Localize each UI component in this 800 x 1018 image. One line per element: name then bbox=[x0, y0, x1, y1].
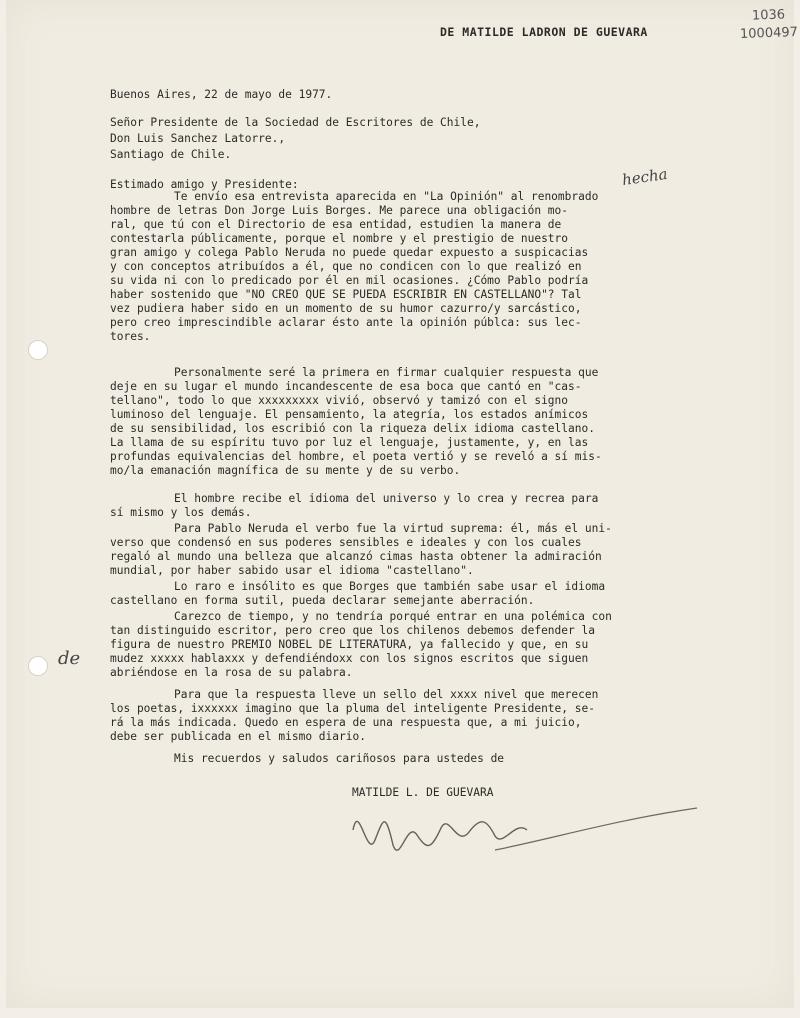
body-line: hombre de letras Don Jorge Luis Borges. Me parece una obligación mo- bbox=[110, 204, 569, 217]
body-line: Carezco de tiempo, y no tendría porqué entrar en una polémica con bbox=[174, 610, 612, 623]
body-line: Para que la respuesta lleve un sello del xxxx nivel que merecen bbox=[174, 688, 599, 701]
body-line: figura de nuestro PREMIO NOBEL DE LITERATURA, ya fallecido y que, en su bbox=[110, 638, 589, 651]
body-line: profundas equivalencias del hombre, el poeta vertió y se reveló a sí mis- bbox=[110, 450, 602, 463]
body-line: los poetas, ixxxxxx imagino que la pluma del inteligente Presidente, se- bbox=[110, 702, 595, 715]
body-line: verso que condensó en sus poderes sensibles e ideales y con los cuales bbox=[110, 536, 582, 549]
body-line: mundial, por haber sabido usar el idioma "castellano". bbox=[110, 564, 474, 577]
body-line: ral, que tú con el Directorio de esa entidad, estudien la manera de bbox=[110, 218, 562, 231]
body-line: contestarla públicamente, porque el nombre y el prestigio de nuestro bbox=[110, 232, 569, 245]
archive-ref: 1036 bbox=[751, 7, 786, 24]
body-line: tellano", todo lo que xxxxxxxxx vivió, observó y tamizó con el signo bbox=[110, 394, 569, 407]
salutation: Estimado amigo y Presidente: bbox=[110, 178, 299, 191]
margin-mark: de bbox=[58, 648, 81, 669]
body-line: haber sostenido que "NO CREO QUE SE PUEDA ESCRIBIR EN CASTELLANO"? Tal bbox=[110, 288, 582, 301]
body-line: pero creo imprescindible aclarar ésto ante la opinión públca: sus lec- bbox=[110, 316, 582, 329]
body-line: debe ser publicada en el mismo diario. bbox=[110, 730, 366, 743]
body-line: tores. bbox=[110, 330, 151, 343]
archive-ref: 1000497 bbox=[739, 24, 799, 43]
body-line: abriéndose en la rosa de su palabra. bbox=[110, 666, 353, 679]
letterhead: DE MATILDE LADRON DE GUEVARA bbox=[440, 25, 648, 39]
body-line: luminoso del lenguaje. El pensamiento, la ategría, los estados anímicos bbox=[110, 408, 589, 421]
body-line: sí mismo y los demás. bbox=[110, 506, 252, 519]
body-line: rá la más indicada. Quedo en espera de una respuesta que, a mi juicio, bbox=[110, 716, 582, 729]
body-line: y con conceptos atribuídos a él, que no condicen con lo que realizó en bbox=[110, 260, 582, 273]
body-line: mo/la emanación magnífica de su mente y de su verbo. bbox=[110, 464, 461, 477]
body-line: castellano en forma sutil, pueda declarar semejante aberración. bbox=[110, 594, 535, 607]
body-line: Te envío esa entrevista aparecida en "La Opinión" al renombrado bbox=[174, 190, 599, 203]
body-line: mudez xxxxx hablaxxx y defendiéndoxx con los signos escritos que siguen bbox=[110, 652, 589, 665]
body-line: Lo raro e insólito es que Borges que también sabe usar el idioma bbox=[174, 580, 606, 593]
typed-signature: MATILDE L. DE GUEVARA bbox=[352, 786, 494, 799]
date-line: Buenos Aires, 22 de mayo de 1977. bbox=[110, 88, 333, 101]
body-line: regaló al mundo una belleza que alcanzó cimas hasta obtener la admiración bbox=[110, 550, 602, 563]
body-line: vez pudiera haber sido en un momento de su humor cazurro/y sarcástico, bbox=[110, 302, 582, 315]
body-line: su vida ni con lo predicado por él en mil ocasiones. ¿Cómo Pablo podría bbox=[110, 274, 589, 287]
addressee-line: Santiago de Chile. bbox=[110, 148, 232, 161]
body-line: Para Pablo Neruda el verbo fue la virtud suprema: él, más el uni- bbox=[174, 522, 612, 535]
handwritten-signature bbox=[345, 790, 725, 880]
body-line: tan distinguido escritor, pero creo que los chilenos debemos defender la bbox=[110, 624, 595, 637]
handwritten-insert: hecha bbox=[620, 164, 669, 190]
body-line: de su sensibilidad, los escribió con la riqueza delix idioma castellano. bbox=[110, 422, 595, 435]
body-line: gran amigo y colega Pablo Neruda no puede quedar expuesto a suspicacias bbox=[110, 246, 589, 259]
body-line: Personalmente seré la primera en firmar cualquier respuesta que bbox=[174, 366, 599, 379]
body-line: deje en su lugar el mundo incandescente de esa boca que cantó en "cas- bbox=[110, 380, 582, 393]
body-line: El hombre recibe el idioma del universo y lo crea y recrea para bbox=[174, 492, 599, 505]
addressee-line: Don Luis Sanchez Latorre., bbox=[110, 132, 286, 145]
punch-hole bbox=[28, 656, 48, 676]
body-line: La llama de su espíritu tuvo por luz el lenguaje, justamente, y, en las bbox=[110, 436, 589, 449]
punch-hole bbox=[28, 340, 48, 360]
addressee-line: Señor Presidente de la Sociedad de Escritores de Chile, bbox=[110, 116, 481, 129]
body-line: Mis recuerdos y saludos cariñosos para ustedes de bbox=[174, 752, 505, 765]
